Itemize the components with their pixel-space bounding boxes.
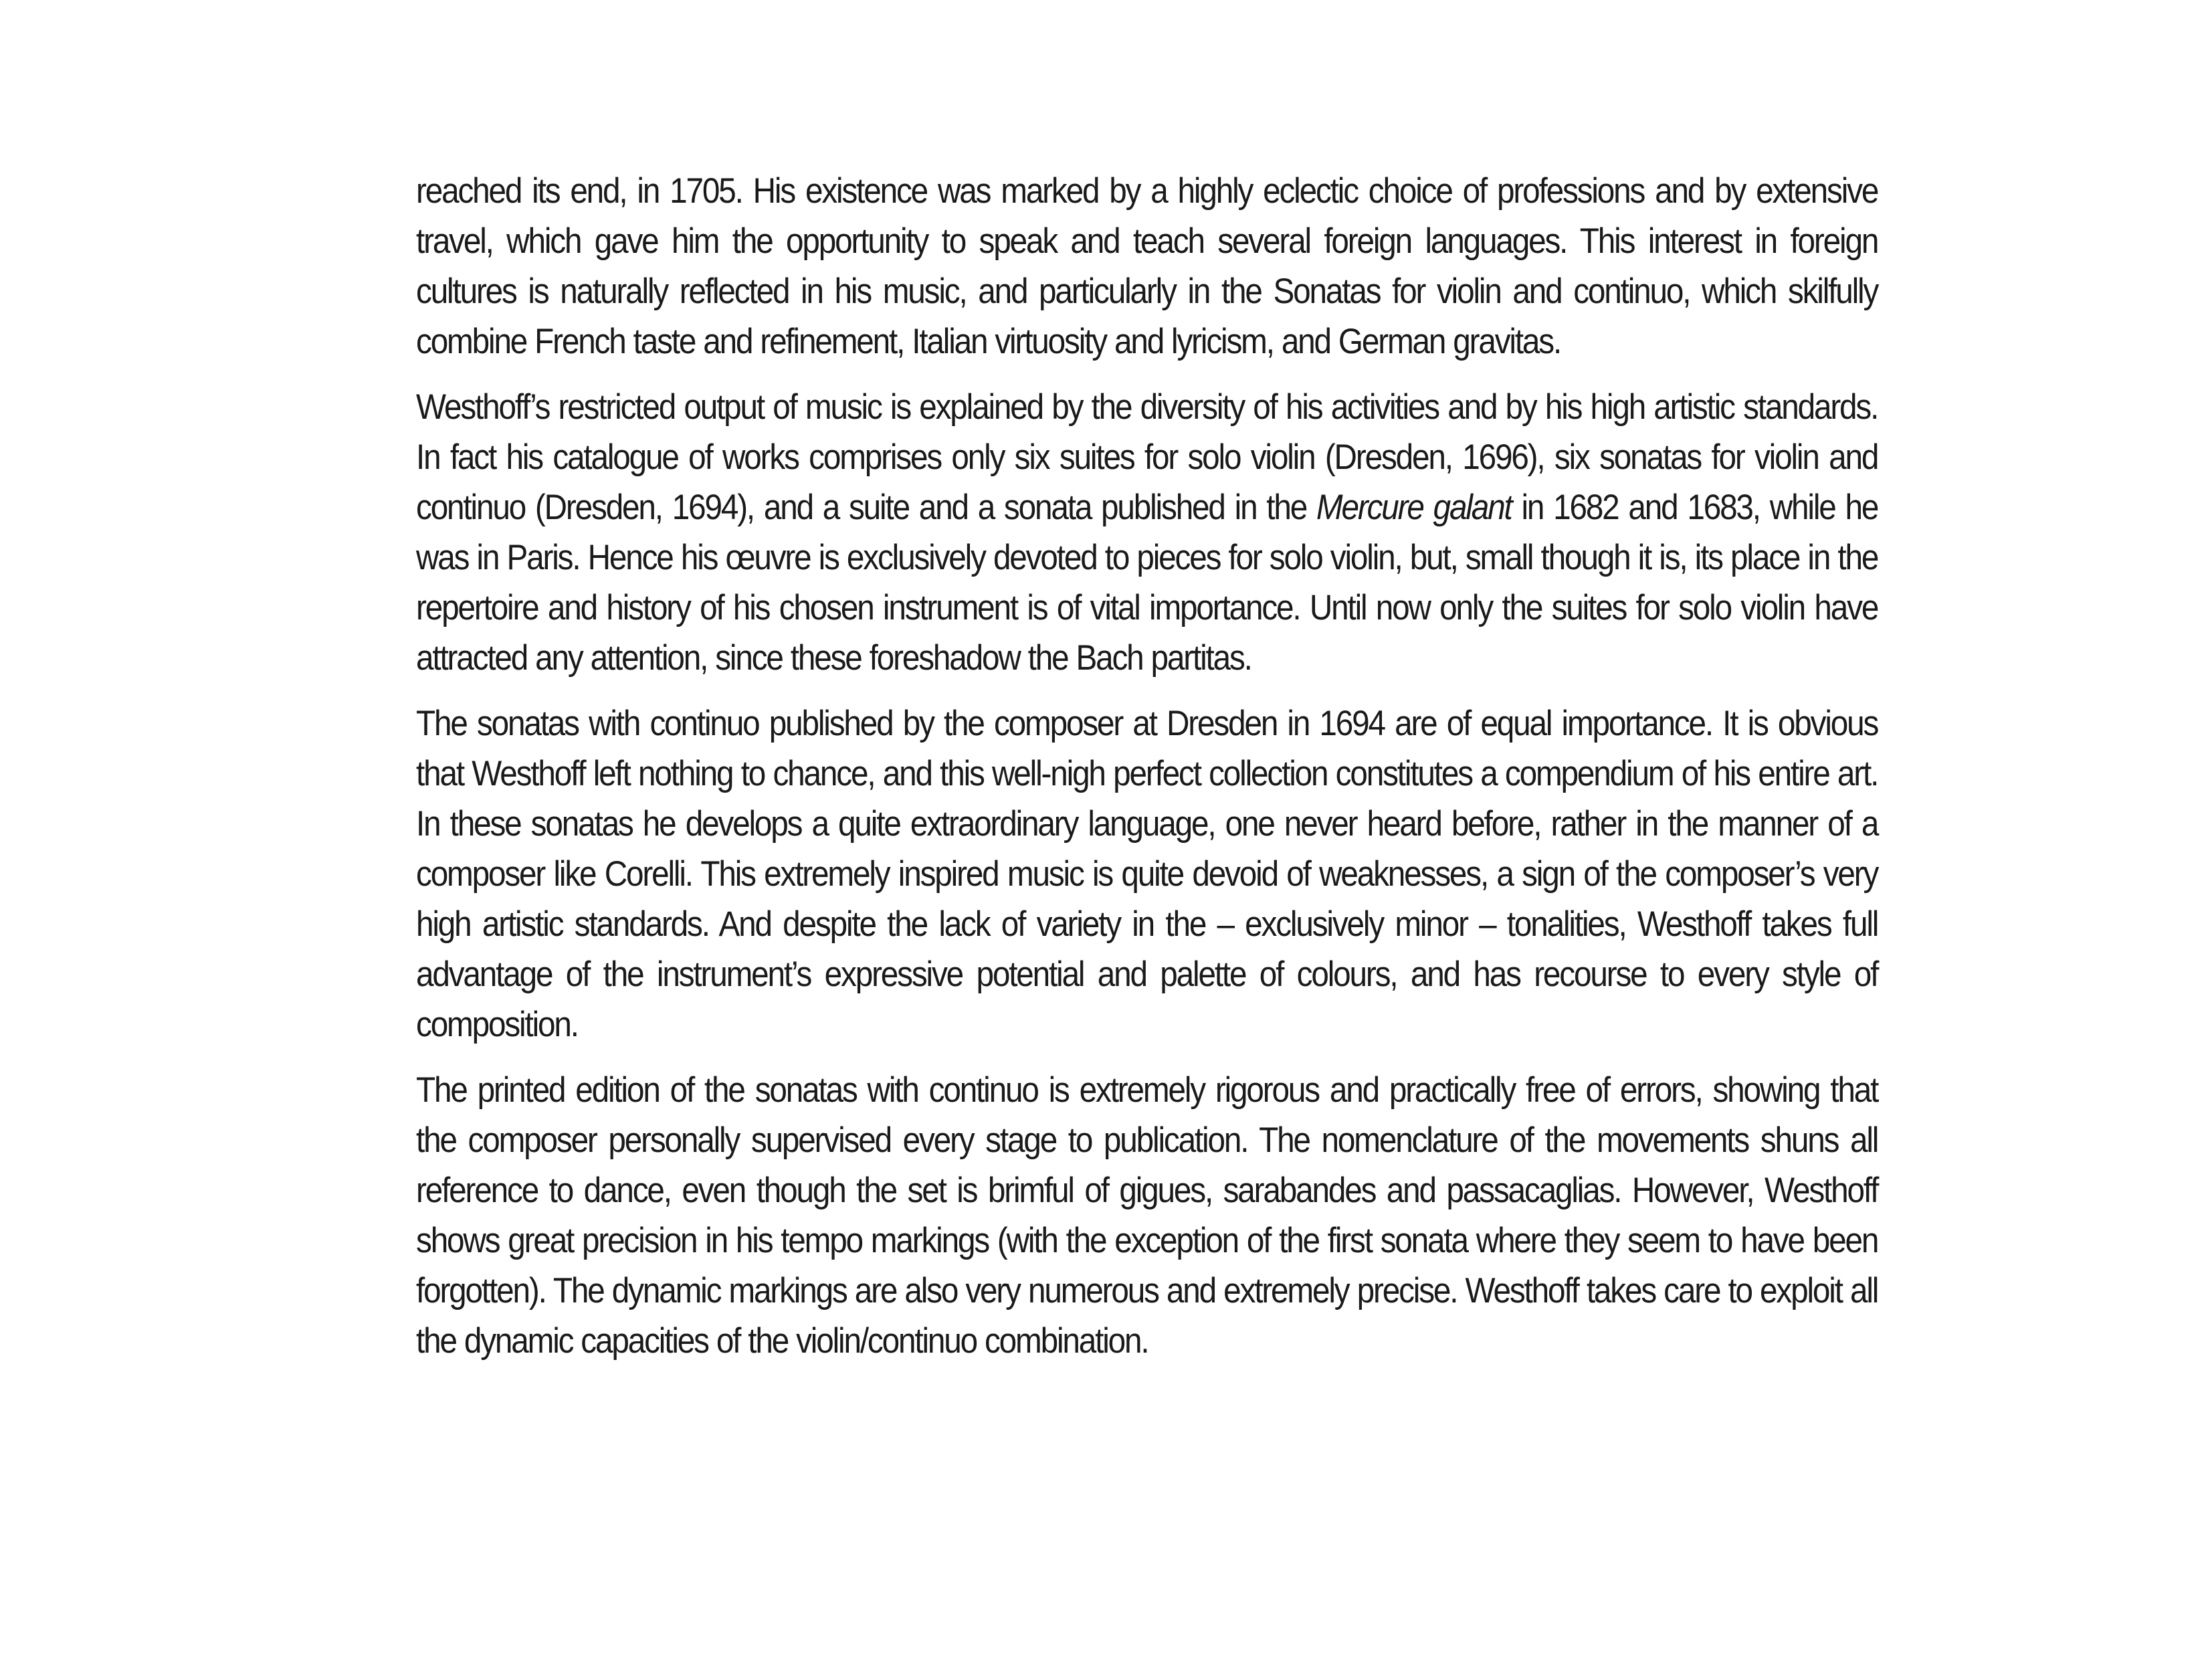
paragraph-4: The printed edition of the sonatas with continuo is extremely rigorous and practically free of errors, showing that the composer personally supervised every stage to publication. The nomenclature of the movements shuns all reference to dance, even though the set is brimful of gigues, sarabandes and passacaglias. However, Westhoff shows great precision in his tempo markings (with the exception of the first sonata where they seem to have been forgotten). The dynamic markings are also very numerous and extremely precise. Westhoff takes care to exploit all the dynamic capacities of the violin/continuo combination. bbox=[416, 1070, 1878, 1361]
body-text bbox=[416, 166, 1878, 1366]
paragraph-2-text-after: in 1682 and 1683, while he was in Paris. Hence his œuvre is exclusively devoted to pieces for solo violin, but, small though it is, its place in the repertoire and history of his chosen instrument is of vital importance. Until now only the suites for solo violin have attracted any attention, since these foreshadow the Bach partitas. bbox=[416, 488, 1878, 678]
paragraph-2 bbox=[416, 382, 1878, 683]
paragraph-1: reached its end, in 1705. His existence was marked by a highly eclectic choice of professions and by extensive travel, which gave him the opportunity to speak and teach several foreign languages. This interest in foreign cultures is naturally reflected in his music, and particularly in the Sonatas for violin and continuo, which skilfully combine French taste and refinement, Italian virtuosity and lyricism, and German gravitas. bbox=[416, 171, 1878, 361]
paragraph-3: The sonatas with continuo published by the composer at Dresden in 1694 are of equal importance. It is obvious that Westhoff left nothing to chance, and this well-nigh perfect collection constitutes a compendium of his entire art. In these sonatas he develops a quite extraordinary language, one never heard before, rather in the manner of a composer like Corelli. This extremely inspired music is quite devoid of weaknesses, a sign of the composer’s very high artistic standards. And despite the lack of variety in the – exclusively minor – tonalities, Westhoff takes full advantage of the instrument’s expressive potential and palette of colours, and has recourse to every style of composition. bbox=[416, 704, 1878, 1044]
paragraph-2-text-before: Westhoff’s restricted output of music is explained by the diversity of his activities and by his high artistic standards. In fact his catalogue of works comprises only six suites for solo violin (Dresden, 1696), six sonatas for violin and continuo (Dresden, 1694), and a suite and a sonata published in the bbox=[416, 387, 1878, 527]
paragraph-2-italic-title: Mercure galant bbox=[1316, 488, 1512, 527]
